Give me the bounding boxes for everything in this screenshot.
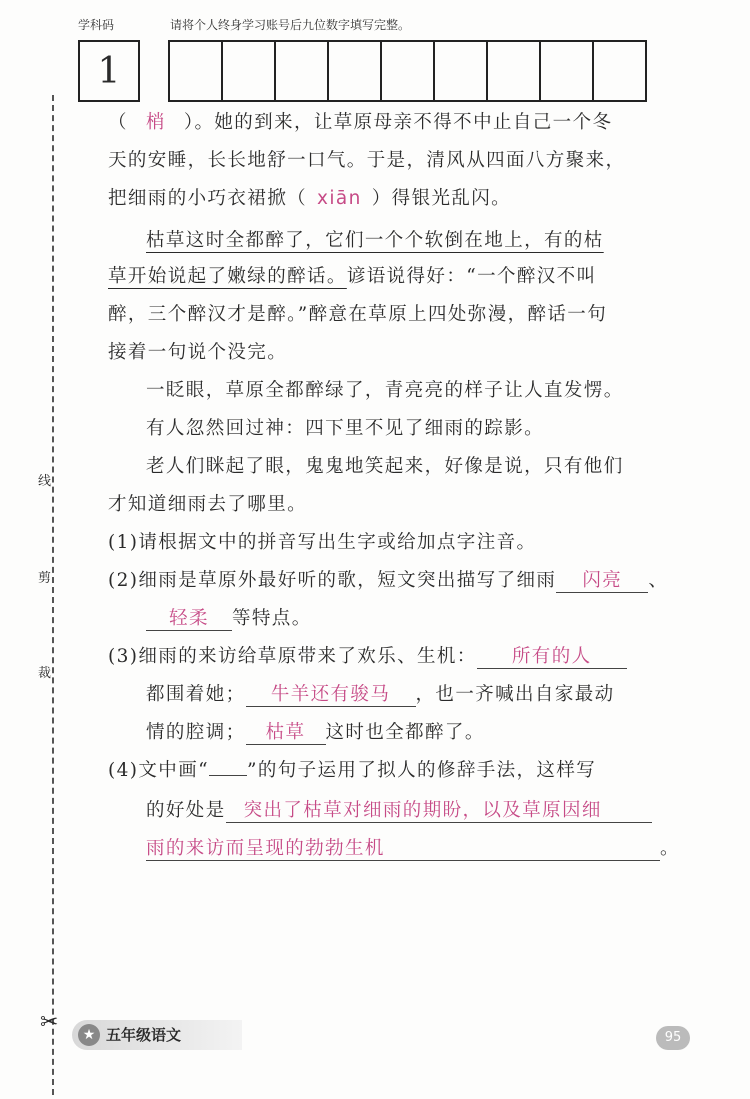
passage-line-9: 有人忽然回过神：四下里不见了细雨的踪影。 bbox=[146, 418, 545, 439]
question-1: (1)请根据文中的拼音写出生字或给加点字注音。 bbox=[108, 532, 537, 553]
question-3: (3)细雨的来访给草原带来了欢乐、生机： 所有的人 bbox=[108, 642, 627, 669]
account-digit-boxes bbox=[168, 40, 645, 102]
answer-pinyin: xiān bbox=[317, 188, 362, 209]
scissors-icon: ✂ bbox=[40, 1010, 59, 1035]
account-instruction: 请将个人终身学习账号后九位数字填写完整。 bbox=[170, 18, 411, 32]
question-4-cont: 的好处是 突出了枯草对细雨的期盼，以及草原因细 bbox=[146, 796, 652, 823]
footer-title: 五年级语文 bbox=[106, 1026, 182, 1044]
cut-line bbox=[52, 95, 54, 1095]
star-icon: ★ bbox=[78, 1024, 100, 1046]
answer-blank[interactable]: 雨的来访而呈现的勃勃生机 bbox=[146, 834, 660, 861]
answer-blank[interactable]: 闪亮 bbox=[556, 566, 648, 593]
digit-box[interactable] bbox=[539, 40, 594, 102]
answer-blank[interactable]: 枯草 bbox=[246, 718, 326, 745]
question-4-cont2: 雨的来访而呈现的勃勃生机 。 bbox=[146, 834, 680, 861]
question-4: (4)文中画“ ”的句子运用了拟人的修辞手法，这样写 bbox=[108, 760, 597, 781]
digit-box[interactable] bbox=[221, 40, 276, 102]
answer-char: 梢 bbox=[145, 112, 166, 133]
passage-line-7: 接着一句说个没完。 bbox=[108, 342, 288, 363]
subject-code-box: 1 bbox=[78, 40, 140, 102]
passage-line-10: 老人们眯起了眼，鬼鬼地笑起来，好像是说，只有他们 bbox=[146, 456, 624, 477]
answer-blank[interactable]: 轻柔 bbox=[146, 604, 232, 631]
question-3-cont: 都围着她； 牛羊还有骏马 ，也一齐喊出自家最动 bbox=[146, 680, 615, 707]
passage-line-5: 草开始说起了嫩绿的醉话。谚语说得好：“一个醉汉不叫 bbox=[108, 266, 597, 287]
answer-blank[interactable]: 牛羊还有骏马 bbox=[246, 680, 416, 707]
question-2: (2)细雨是草原外最好听的歌，短文突出描写了细雨 闪亮 、 bbox=[108, 566, 668, 593]
subject-code-label: 学科码 bbox=[78, 18, 115, 32]
digit-box[interactable] bbox=[274, 40, 329, 102]
page-number: 95 bbox=[656, 1026, 690, 1050]
answer-blank[interactable]: 突出了枯草对细雨的期盼，以及草原因细 bbox=[226, 796, 652, 823]
cut-mark-trim: 裁 bbox=[38, 660, 51, 683]
passage-line-3: 把细雨的小巧衣裙掀（ xiān ）得银光乱闪。 bbox=[108, 188, 512, 209]
passage-line-1: （ 梢 ）。她的到来，让草原母亲不得不中止自己一个冬 bbox=[108, 112, 613, 133]
passage-line-11: 才知道细雨去了哪里。 bbox=[108, 494, 308, 515]
digit-box[interactable] bbox=[486, 40, 541, 102]
digit-box[interactable] bbox=[380, 40, 435, 102]
question-3-cont2: 情的腔调； 枯草 这时也全都醉了。 bbox=[146, 718, 485, 745]
underlined-sentence: 草开始说起了嫩绿的醉话。 bbox=[108, 266, 347, 287]
answer-blank[interactable]: 所有的人 bbox=[477, 642, 627, 669]
cut-mark-line: 线 bbox=[38, 468, 51, 491]
passage-line-2: 天的安睡，长长地舒一口气。于是，清风从四面八方聚来， bbox=[108, 150, 626, 171]
passage-line-6: 醉，三个醉汉才是醉。”醉意在草原上四处弥漫，醉话一句 bbox=[108, 304, 608, 325]
cut-mark-cut: 剪 bbox=[38, 565, 51, 588]
passage-line-4 bbox=[146, 226, 604, 252]
digit-box[interactable] bbox=[433, 40, 488, 102]
question-2-cont: 轻柔 等特点。 bbox=[146, 604, 312, 631]
digit-box[interactable] bbox=[592, 40, 647, 102]
digit-box[interactable] bbox=[168, 40, 223, 102]
digit-box[interactable] bbox=[327, 40, 382, 102]
underlined-sentence: 枯草这时全都醉了，它们一个个软倒在地上，有的枯 bbox=[146, 230, 604, 251]
passage-line-8: 一眨眼，草原全都醉绿了，青亮亮的样子让人直发愣。 bbox=[146, 380, 624, 401]
